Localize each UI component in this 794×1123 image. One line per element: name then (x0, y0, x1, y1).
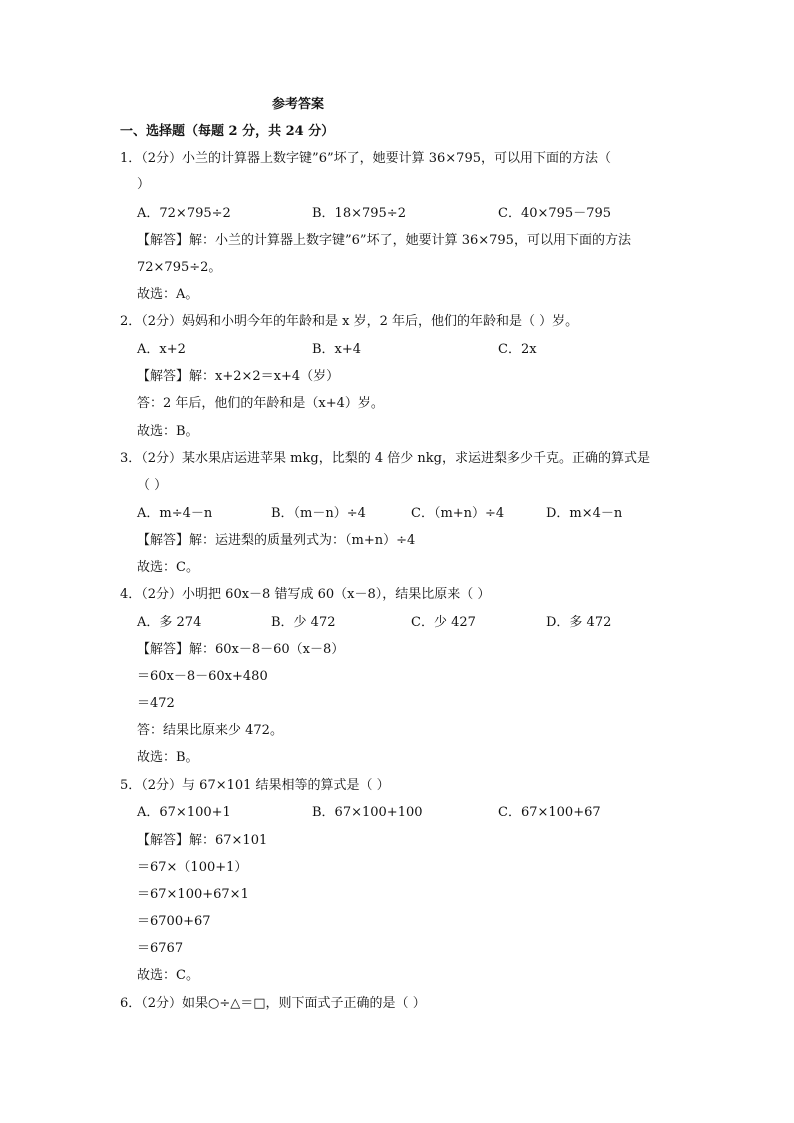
question-5-option-c: C．67×100+67 (498, 805, 601, 820)
question-5-step-3: ＝6700+67 (137, 914, 211, 929)
question-2-option-a: A．x+2 (137, 342, 186, 357)
question-3-stem: 3．（2分）某水果店运进苹果 mkg，比梨的 4 倍少 nkg，求运进梨多少千克。正确的算式是 (120, 451, 650, 466)
question-2-answer: 【解答】解：x+2×2＝x+4（岁） (137, 369, 340, 384)
question-4-choice: 故选：B。 (137, 750, 199, 765)
question-5-choice: 故选：C。 (137, 968, 199, 983)
question-4-option-d: D．多 472 (546, 615, 612, 630)
question-5-answer: 【解答】解：67×101 (137, 833, 268, 848)
section-heading: 一、选择题（每题 2 分，共 24 分） (120, 124, 335, 139)
question-3-answer: 【解答】解：运进梨的质量列式为：（m+n）÷4 (137, 533, 416, 548)
question-1-option-c: C．40×795－795 (498, 206, 612, 221)
question-3-option-c: C．（m+n）÷4 (411, 506, 505, 521)
question-4-reply: 答：结果比原来少 472。 (137, 723, 283, 738)
question-2-choice: 故选：B。 (137, 424, 199, 439)
question-2-option-c: C．2x (498, 342, 537, 357)
question-3-option-d: D．m×4－n (546, 506, 623, 521)
question-6-stem: 6．（2分）如果○÷△＝□，则下面式子正确的是（ ） (120, 996, 426, 1011)
question-5-step-1: ＝67×（100+1） (137, 860, 248, 875)
question-4-answer: 【解答】解：60x－8－60（x－8） (137, 642, 345, 657)
question-2-reply: 答：2 年后，他们的年龄和是（x+4）岁。 (137, 396, 384, 411)
question-1-stem: 1．（2分）小兰的计算器上数字键”6”坏了，她要计算 36×795，可以用下面的方法（ (120, 151, 611, 166)
question-3-choice: 故选：C。 (137, 560, 199, 575)
question-4-step-2: ＝472 (137, 696, 175, 711)
question-5-step-2: ＝67×100+67×1 (137, 887, 249, 902)
question-1-option-b: B．18×795÷2 (312, 206, 406, 221)
question-3-option-b: B．（m－n）÷4 (271, 506, 366, 521)
question-3-stem-cont: （ ） (137, 478, 168, 493)
question-1-option-a: A．72×795÷2 (137, 206, 231, 221)
question-4-option-b: B．少 472 (271, 615, 336, 630)
question-4-stem: 4．（2分）小明把 60x－8 错写成 60（x－8），结果比原来（ ） (120, 587, 491, 602)
question-4-option-a: A．多 274 (137, 615, 202, 630)
question-5-option-b: B．67×100+100 (312, 805, 423, 820)
question-4-step-1: ＝60x－8－60x+480 (137, 669, 268, 684)
question-1-choice: 故选：A。 (137, 287, 199, 302)
question-5-stem: 5．（2分）与 67×101 结果相等的算式是（ ） (120, 778, 390, 793)
question-2-stem: 2．（2分）妈妈和小明今年的年龄和是 x 岁，2 年后，他们的年龄和是（ ）岁。 (120, 314, 579, 329)
question-1-answer-cont: 72×795÷2。 (137, 260, 222, 275)
question-5-step-4: ＝6767 (137, 941, 184, 956)
question-5-option-a: A．67×100+1 (137, 805, 231, 820)
question-2-option-b: B．x+4 (312, 342, 362, 357)
page-title: 参考答案 (272, 97, 325, 112)
question-1-stem-cont: ） (137, 177, 151, 192)
question-1-answer: 【解答】解：小兰的计算器上数字键”6”坏了，她要计算 36×795，可以用下面的方法 (137, 233, 631, 248)
question-4-option-c: C．少 427 (411, 615, 476, 630)
question-3-option-a: A．m÷4－n (137, 506, 213, 521)
